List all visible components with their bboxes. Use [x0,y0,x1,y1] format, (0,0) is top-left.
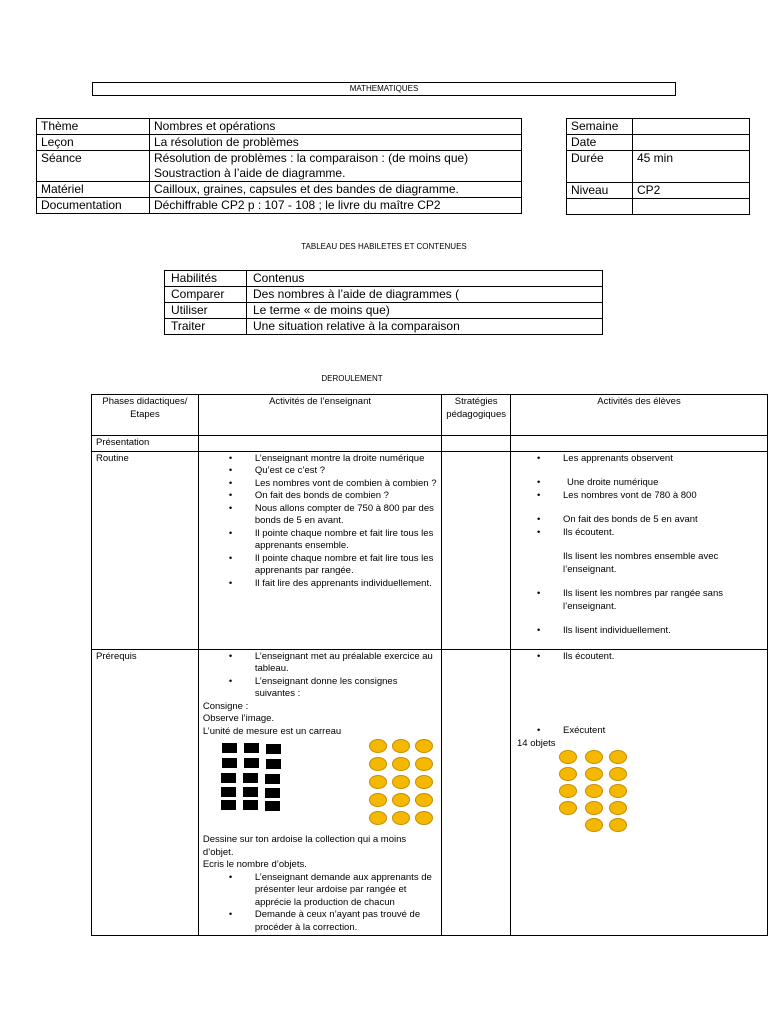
table-cell [198,436,441,452]
yellow-dot [415,739,433,753]
table-row [567,183,750,199]
yellow-dot [369,739,387,753]
table-cell [442,649,511,936]
list-item: • L’enseignant donne les consignes suivantes : [255,676,437,701]
observe-text: Observe l’image. [202,713,275,724]
square-shape [243,773,258,783]
list-item: • Demande à ceux n’ayant pas trouvé de procéder à la correction. [255,909,437,934]
dessine-text: Dessine sur ton ardoise la collection qui a moins d’objet. [202,834,407,858]
yellow-dot [609,818,627,832]
table-row [165,287,603,303]
list-item: • Les nombres vont de 780 à 800 [563,490,763,503]
info-label: Niveau [567,183,633,199]
square-shape [266,744,281,754]
yellow-dot [559,750,577,764]
square-shape [265,774,280,784]
phase-label: Prérequis [92,649,199,936]
yellow-dot [585,818,603,832]
yellow-dot [609,801,627,815]
table-cell [511,436,768,452]
info-label: Séance [37,151,150,182]
deroulement-table [91,394,768,936]
yellow-dot [609,784,627,798]
yellow-dot [392,811,410,825]
square-shape [265,801,280,811]
yellow-dot [585,784,603,798]
page-title: MATHEMATIQUES [92,82,676,96]
list-item: • Ils écoutent. [563,651,763,664]
table-row [37,135,522,151]
yellow-dot [415,793,433,807]
list-item: • Ils lisent les nombres ensemble avec l’enseignant. [563,551,763,576]
info-value: CP2 [633,183,750,199]
square-shape [244,743,259,753]
table-header-row [92,395,768,436]
yellow-dot [369,775,387,789]
info-value: Déchiffrable CP2 p : 107 - 108 ; le livre du maître CP2 [150,198,522,214]
list-item: • Ils écoutent. [563,527,763,540]
list-item: • Qu’est ce c’est ? [255,465,437,478]
phase-label: Présentation [92,436,199,452]
seance-line-1: Résolution de problèmes : la comparaison : (de moins que) [154,151,469,165]
student-activities [511,451,768,649]
habiletes-table [164,270,603,335]
info-label [567,199,633,215]
info-label: Leçon [37,135,150,151]
list-item: • On fait des bonds de 5 en avant [563,514,763,527]
yellow-dot [585,801,603,815]
lesson-info-table [36,118,522,214]
table-row [92,451,768,649]
table-cell: Le terme « de moins que) [247,303,603,319]
table-cell [442,451,511,649]
yellow-dot [609,750,627,764]
consigne-label: Consigne : [202,700,249,712]
square-shape [221,773,236,783]
info-label: Matériel [37,182,150,198]
list-item: • Exécutent [563,725,763,738]
seance-line-2: Soustraction à l’aide de diagramme. [154,166,346,180]
list-item: • L’enseignant demande aux apprenants de présenter leur ardoise par rangée et apprécie la production de chacun [255,872,437,910]
list-item: • Les nombres vont de combien à combien ? [255,478,437,491]
square-shape [222,743,237,753]
yellow-dot [559,767,577,781]
square-shape [265,788,280,798]
table-cell [442,436,511,452]
list-item: • Les apprenants observent [563,453,763,466]
student-activities [511,649,768,936]
yellow-dot [559,801,577,815]
square-shape [222,758,237,768]
column-header-eleves: Activités des élèves [511,395,768,436]
table-row [567,151,750,183]
habiletes-caption: TABLEAU DES HABILETES ET CONTENUES [301,242,467,251]
table-row [92,649,768,936]
table-row [37,119,522,135]
list-item: • Une droite numérique [563,477,763,490]
yellow-dot [415,757,433,771]
list-item: • Nous allons compter de 750 à 800 par des bonds de 5 en avant. [255,503,437,528]
yellow-dot [369,793,387,807]
table-row [567,119,750,135]
yellow-dot [585,750,603,764]
table-row [37,182,522,198]
square-shape [244,758,259,768]
teacher-activities [198,451,441,649]
column-header-phases: Phases didactiques/ Etapes [92,395,199,436]
square-shape [266,759,281,769]
info-label: Semaine [567,119,633,135]
list-item: • Il pointe chaque nombre et fait lire tous les apprenants ensemble. [255,528,437,553]
yellow-dot [392,775,410,789]
column-header-strategies: Stratégies pédagogiques [442,395,511,436]
info-value: 45 min [633,151,750,183]
yellow-dot [415,775,433,789]
yellow-dot [585,767,603,781]
column-header-enseignant: Activités de l’enseignant [198,395,441,436]
table-cell: Comparer [165,287,247,303]
yellow-dot [415,811,433,825]
table-row [92,436,768,452]
yellow-dot [392,793,410,807]
table-cell: Des nombres à l’aide de diagrammes ( [247,287,603,303]
column-header: Habilités [165,271,247,287]
info-value [633,135,750,151]
table-cell: Une situation relative à la comparaison [247,319,603,335]
table-cell: Traiter [165,319,247,335]
table-row [567,135,750,151]
info-label: Thème [37,119,150,135]
yellow-dot [369,811,387,825]
schedule-info-table [566,118,750,215]
ecris-text: Ecris le nombre d’objets. [202,859,307,870]
table-header-row [165,271,603,287]
objets-count: 14 objets [517,737,556,749]
info-value [150,151,522,182]
list-item: • Il fait lire des apprenants individuellement. [255,578,437,591]
info-value [633,119,750,135]
list-item: • L’enseignant met au préalable exercice au tableau. [255,651,437,676]
list-item: • On fait des bonds de combien ? [255,490,437,503]
list-item: • Ils lisent les nombres par rangée sans l’enseignant. [563,588,763,613]
table-row [37,151,522,182]
yellow-dot [392,739,410,753]
yellow-dot [369,757,387,771]
square-shape [221,787,236,797]
teacher-activities [198,649,441,936]
table-row [567,199,750,215]
info-value: Cailloux, graines, capsules et des bandes de diagramme. [150,182,522,198]
yellow-dot [559,784,577,798]
list-item: • L’enseignant montre la droite numérique [255,453,437,466]
info-label: Durée [567,151,633,183]
square-shape [221,800,236,810]
info-value: Nombres et opérations [150,119,522,135]
deroulement-caption: DEROULEMENT [321,374,383,383]
collections-illustration [203,738,437,834]
unite-text: L’unité de mesure est un carreau [202,725,342,737]
list-item: • Ils lisent individuellement. [563,625,763,638]
table-row [165,303,603,319]
table-row [165,319,603,335]
square-shape [243,787,258,797]
answer-illustration [515,750,763,840]
info-value: La résolution de problèmes [150,135,522,151]
info-value [633,199,750,215]
info-label: Date [567,135,633,151]
info-label: Documentation [37,198,150,214]
square-shape [243,800,258,810]
yellow-dot [609,767,627,781]
list-item: • Il pointe chaque nombre et fait lire tous les apprenants par rangée. [255,553,437,578]
table-row [37,198,522,214]
phase-label: Routine [92,451,199,649]
yellow-dot [392,757,410,771]
table-cell: Utiliser [165,303,247,319]
column-header: Contenus [247,271,603,287]
